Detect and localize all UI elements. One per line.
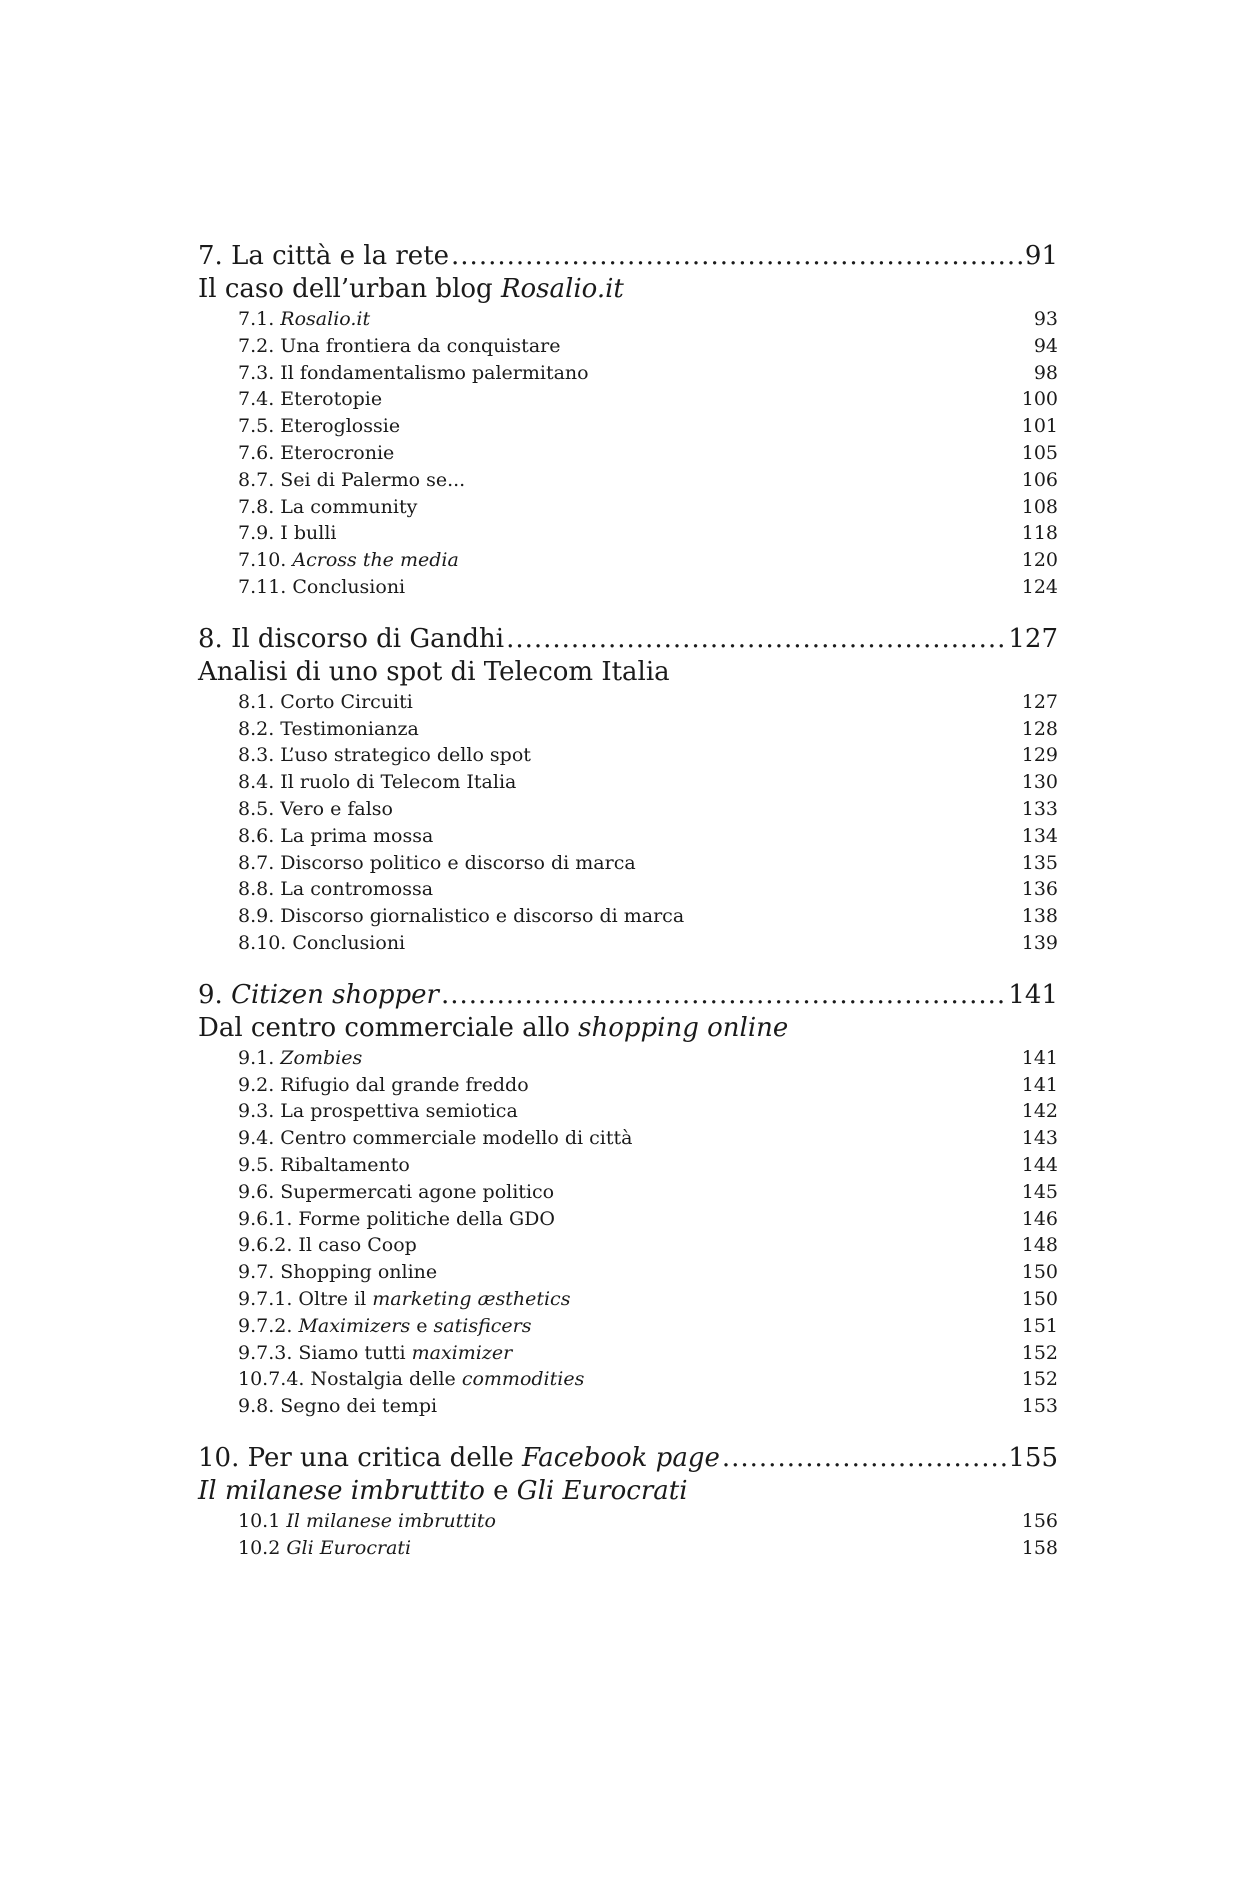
chapter-page-number: 127 [1008, 623, 1058, 654]
toc-entry [238, 413, 1058, 440]
text-fragment: 8.5. Vero e falso [238, 797, 393, 820]
entry-title [238, 1366, 584, 1393]
entry-page-number: 130 [1021, 771, 1058, 794]
toc-entry [238, 1535, 1058, 1562]
text-fragment: 8.7. Sei di Palermo se... [238, 468, 466, 491]
toc-entry [238, 1125, 1058, 1152]
chapter-section [198, 979, 1058, 1420]
text-fragment: e [410, 1314, 434, 1337]
chapter-title: 8. Il discorso di Gandhi [198, 623, 505, 654]
entry-page-number: 153 [1021, 1395, 1058, 1418]
entry-title [238, 903, 684, 930]
entry-page-number: 139 [1021, 931, 1058, 954]
entry-page-number: 156 [1021, 1509, 1058, 1532]
entry-page-number: 146 [1021, 1207, 1058, 1230]
entry-title [238, 1286, 570, 1313]
text-fragment: Across the media [292, 549, 459, 572]
text-fragment: 8.8. La contromossa [238, 878, 434, 901]
leader-dots [506, 623, 1006, 656]
entry-title [238, 1125, 632, 1152]
text-fragment: Il milanese imbruttito [286, 1509, 496, 1532]
text-fragment: 7.6. Eterocronie [238, 441, 395, 464]
text-fragment: 8.6. La prima mossa [238, 824, 434, 847]
toc-entry [238, 876, 1058, 903]
toc-entry [238, 1045, 1058, 1072]
text-fragment: 8.1. Corto Circuiti [238, 690, 413, 713]
chapter-heading [198, 240, 1058, 273]
entry-title [238, 1206, 555, 1233]
toc-entry [238, 1098, 1058, 1125]
text-fragment: 7.10. [238, 549, 293, 572]
text-fragment: Rosalio.it [500, 274, 624, 304]
chapter-page-number: 155 [1008, 1442, 1058, 1473]
text-fragment: 9.1. [238, 1046, 281, 1069]
toc-entry [238, 333, 1058, 360]
entry-page-number: 150 [1021, 1287, 1058, 1310]
section-list [198, 689, 1058, 957]
chapter-page-number: 91 [1024, 241, 1058, 271]
entry-title [238, 574, 405, 601]
entry-page-number: 127 [1021, 690, 1058, 713]
entry-page-number: 145 [1021, 1180, 1058, 1203]
entry-title [238, 360, 589, 387]
text-fragment: 9.7.2. [238, 1314, 299, 1337]
toc-entry [238, 1072, 1058, 1099]
toc-entry [238, 850, 1058, 877]
text-fragment: Il milanese imbruttito [198, 1475, 485, 1506]
entry-title [238, 1072, 529, 1099]
entry-title [238, 823, 433, 850]
text-fragment: 7.1. [238, 308, 281, 330]
text-fragment: 7.2. Una frontiera da conquistare [238, 334, 561, 357]
text-fragment: Analisi di uno spot di Telecom Italia [198, 656, 670, 687]
entry-title [238, 467, 465, 494]
text-fragment: 7.8. La community [238, 495, 418, 518]
text-fragment: Facebook page [521, 1442, 720, 1473]
entry-page-number: 158 [1021, 1536, 1058, 1559]
toc-entry [238, 1232, 1058, 1259]
entry-page-number: 133 [1021, 797, 1058, 820]
entry-page-number: 138 [1021, 905, 1058, 928]
entry-page-number: 152 [1021, 1341, 1058, 1364]
toc-entry [238, 823, 1058, 850]
toc-entry [238, 903, 1058, 930]
text-fragment: 7.9. I bulli [238, 522, 337, 545]
toc-entry [238, 386, 1058, 413]
chapter-title [198, 979, 439, 1012]
entry-page-number: 136 [1021, 878, 1058, 901]
entry-title [238, 547, 459, 574]
text-fragment: 10.1 [238, 1509, 287, 1532]
entry-page-number: 151 [1021, 1314, 1058, 1337]
entry-page-number: 143 [1021, 1127, 1058, 1150]
entry-title [238, 1340, 512, 1367]
text-fragment: Zombies [280, 1046, 363, 1069]
text-fragment: 7.4. Eterotopie [238, 388, 383, 411]
section-list [198, 306, 1058, 601]
leader-dots [722, 1442, 1007, 1475]
text-fragment: satisficers [433, 1314, 532, 1337]
text-fragment: commodities [461, 1368, 585, 1391]
entry-title [238, 1259, 437, 1286]
entry-title [238, 850, 636, 877]
chapter-subtitle [198, 1475, 1058, 1508]
entry-title [238, 440, 394, 467]
text-fragment: 7.11. Conclusioni [238, 575, 406, 598]
toc-entry [238, 716, 1058, 743]
entry-page-number: 135 [1021, 851, 1058, 874]
leader-dots [451, 240, 1023, 273]
entry-page-number: 152 [1021, 1368, 1058, 1391]
text-fragment: 9.8. Segno dei tempi [238, 1395, 438, 1418]
entry-title [238, 796, 393, 823]
text-fragment: 9.7.1. Oltre il [238, 1287, 373, 1310]
entry-title [238, 413, 400, 440]
toc-entry [238, 467, 1058, 494]
section-list [198, 1508, 1058, 1562]
entry-page-number: 120 [1021, 549, 1058, 572]
entry-title [238, 1179, 554, 1206]
entry-title [238, 333, 560, 360]
text-fragment: 10.2 [238, 1536, 287, 1559]
toc-entry [238, 1313, 1058, 1340]
toc-entry [238, 574, 1058, 601]
entry-page-number: 134 [1021, 824, 1058, 847]
chapter-section [198, 1442, 1058, 1562]
text-fragment: Maximizers [298, 1314, 411, 1337]
text-fragment: 9.3. La prospettiva semiotica [238, 1100, 518, 1123]
text-fragment: Rosalio.it [280, 308, 371, 330]
section-list [198, 1045, 1058, 1420]
text-fragment: 9.4. Centro commerciale modello di città [238, 1127, 633, 1150]
text-fragment: 10. Per una critica delle [198, 1442, 522, 1473]
text-fragment: 8.3. L’uso strategico dello spot [238, 744, 531, 767]
entry-title [238, 1393, 437, 1420]
text-fragment: 9.7.3. Siamo tutti [238, 1341, 412, 1364]
text-fragment: 8.9. Discorso giornalistico e discorso di marca [238, 905, 685, 928]
chapter-title: 7. La città e la rete [198, 241, 450, 271]
text-fragment: Citizen shopper [231, 979, 439, 1010]
entry-title [238, 876, 433, 903]
table-of-contents [198, 240, 1058, 1583]
text-fragment: 8.2. Testimonianza [238, 717, 419, 740]
entry-page-number: 118 [1021, 522, 1058, 545]
toc-entry [238, 1259, 1058, 1286]
text-fragment: 9.7. Shopping online [238, 1261, 438, 1284]
toc-entry [238, 1366, 1058, 1393]
text-fragment: Il caso dell’urban blog [198, 274, 501, 304]
entry-title [238, 1508, 496, 1535]
toc-entry [238, 547, 1058, 574]
entry-title [238, 494, 417, 521]
entry-page-number: 142 [1021, 1100, 1058, 1123]
text-fragment: 9.2. Rifugio dal grande freddo [238, 1073, 529, 1096]
entry-title [238, 930, 405, 957]
toc-entry [238, 930, 1058, 957]
entry-page-number: 129 [1021, 744, 1058, 767]
toc-entry [238, 689, 1058, 716]
text-fragment: 9.6.2. Il caso Coop [238, 1234, 417, 1257]
text-fragment: 9.6.1. Forme politiche della GDO [238, 1207, 555, 1230]
chapter-subtitle [198, 273, 1058, 306]
entry-page-number: 101 [1021, 415, 1058, 438]
toc-entry [238, 1152, 1058, 1179]
text-fragment: 9.6. Supermercati agone politico [238, 1180, 555, 1203]
entry-page-number: 94 [1033, 334, 1058, 357]
text-fragment: Gli Eurocrati [286, 1536, 412, 1559]
toc-entry [238, 1286, 1058, 1313]
entry-title [238, 1313, 531, 1340]
entry-title [238, 716, 419, 743]
entry-title [238, 386, 382, 413]
chapter-page-number: 141 [1008, 979, 1058, 1010]
text-fragment: 9.5. Ribaltamento [238, 1153, 410, 1176]
toc-entry [238, 1179, 1058, 1206]
toc-entry [238, 769, 1058, 796]
entry-page-number: 108 [1021, 495, 1058, 518]
toc-entry [238, 1508, 1058, 1535]
entry-page-number: 141 [1021, 1073, 1058, 1096]
text-fragment: maximizer [411, 1341, 513, 1364]
entry-page-number: 150 [1021, 1261, 1058, 1284]
text-fragment: 7.3. Il fondamentalismo palermitano [238, 361, 589, 384]
entry-page-number: 106 [1021, 468, 1058, 491]
entry-page-number: 141 [1021, 1046, 1058, 1069]
entry-page-number: 100 [1021, 388, 1058, 411]
toc-entry [238, 1206, 1058, 1233]
entry-page-number: 105 [1021, 441, 1058, 464]
toc-entry [238, 742, 1058, 769]
toc-entry [238, 796, 1058, 823]
entry-title [238, 1045, 362, 1072]
text-fragment: 10.7.4. Nostalgia delle [238, 1368, 462, 1391]
chapter-section [198, 623, 1058, 957]
entry-title [238, 1535, 411, 1562]
text-fragment: Gli Eurocrati [516, 1475, 688, 1506]
entry-page-number: 93 [1033, 308, 1058, 330]
entry-title [238, 742, 531, 769]
text-fragment: shopping online [578, 1012, 789, 1043]
toc-entry [238, 360, 1058, 387]
chapter-subtitle [198, 1012, 1058, 1045]
toc-entry [238, 1340, 1058, 1367]
text-fragment: 8.7. Discorso politico e discorso di marca [238, 851, 636, 874]
text-fragment: 8.4. Il ruolo di Telecom Italia [238, 771, 517, 794]
toc-entry [238, 1393, 1058, 1420]
entry-page-number: 98 [1033, 361, 1058, 384]
entry-title [238, 520, 336, 547]
text-fragment: 7.5. Eteroglossie [238, 415, 401, 438]
toc-entry [238, 520, 1058, 547]
toc-entry [238, 494, 1058, 521]
chapter-heading [198, 979, 1058, 1012]
entry-title [238, 769, 516, 796]
chapter-title [198, 1442, 720, 1475]
chapter-heading [198, 623, 1058, 656]
entry-title [238, 306, 370, 333]
entry-page-number: 148 [1021, 1234, 1058, 1257]
entry-title [238, 1232, 417, 1259]
text-fragment: Dal centro commerciale allo [198, 1012, 579, 1043]
text-fragment: 9. [198, 979, 232, 1010]
toc-entry [238, 306, 1058, 333]
chapter-heading [198, 1442, 1058, 1475]
text-fragment: marketing æsthetics [372, 1287, 571, 1310]
text-fragment: 8.10. Conclusioni [238, 931, 406, 954]
chapter-section [198, 240, 1058, 601]
entry-page-number: 128 [1021, 717, 1058, 740]
toc-entry [238, 440, 1058, 467]
entry-title [238, 1098, 518, 1125]
entry-page-number: 124 [1021, 575, 1058, 598]
entry-page-number: 144 [1021, 1153, 1058, 1176]
leader-dots [441, 979, 1006, 1012]
chapter-subtitle [198, 656, 1058, 689]
entry-title [238, 689, 413, 716]
entry-title [238, 1152, 410, 1179]
text-fragment: e [484, 1475, 517, 1506]
